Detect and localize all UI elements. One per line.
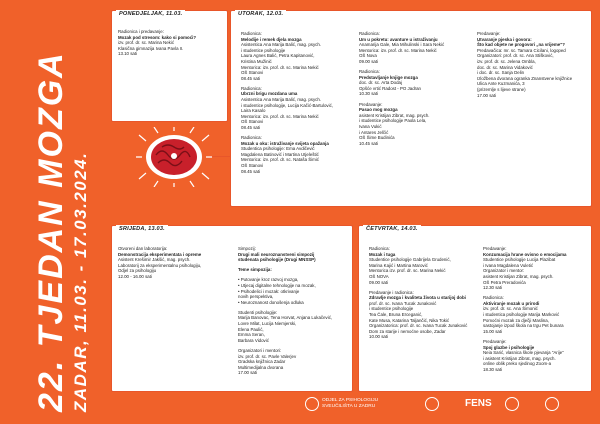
wednesday-box xyxy=(111,225,353,392)
wednesday-day: SRIJEDA, 13.03. xyxy=(116,225,168,233)
monday-events xyxy=(118,29,223,61)
thursday-col-1 xyxy=(369,246,479,345)
brain-illustration xyxy=(136,127,212,187)
partner-logo-2 xyxy=(505,397,519,411)
thursday-box xyxy=(358,225,592,392)
dept-name: ODJEL ZA PSIHOLOGIJU xyxy=(322,398,379,403)
event-title xyxy=(10,20,90,420)
tuesday-event-2: Radionica: Ubrzni brigu mozdana uma Asistentica Ana Marija Balić, mag. psych. i studentice psihologije, Lucija Kačić-Bartulović, Laira Kasalo Mentorica: izv. prof. dr. sc. Marina Nekić OŠ Stanovi 08.45 sati xyxy=(241,85,334,130)
thursday-event-3: Predavanje: Konzumacija hrane ovisno o emocijama Studentice psihologije Lucija Plazibat i Ivana Magdalena Vuletić Organizator i mentor: asistent Kristijan Zibrat, mag. psych. OŠ Petra Preradovića 12.30 sati xyxy=(483,246,567,291)
wednesday-col-1 xyxy=(118,246,228,284)
tuesday-event-1: Radionica: Melodije i remek djela mozga Asistentica Ana Marija Balić, mag. psych. i studentice psihologije Laura Agnes Balić, Petra Kapitanović, Kristina Mužinić Mentorica: izv. prof. dr. sc. Marina Nekić OŠ Stanovi 08.45 sati xyxy=(241,31,322,81)
wednesday-symposium: Simpozij: Drugi mali neuroznanstveni simpozij studenata psihologije (Drugi MNSSP) xyxy=(238,246,316,263)
wednesday-topics-heading: Teme simpozija: xyxy=(238,267,272,273)
title-line-1: 22. TJEDAN MOZGA xyxy=(32,51,70,412)
university-seal-icon xyxy=(305,397,319,411)
tuesday-event-4: Radionica: Um u pokretu: avanture u istraživanju Anamarija Gale, Mia Mihulinski i Sara Nekić Mentorica: izv. prof. dr. sc. Marina Nekić OŠ Nova 09.00 sati xyxy=(359,31,445,64)
wednesday-topics: • Putovanje kroz razvoj mozga, • Utjecaj digitalne tehnologije na mozak, • Psihodelici i mozak: otkrivanje novih perspektiva, • Neuroznanost donošenja odluka xyxy=(238,277,316,305)
thursday-col-2 xyxy=(483,246,587,377)
wednesday-organizers: Organizatori i mentori: izv. prof. dr. sc. Pavle Valerjev Gradska knjižnica Zadar Multimedijalna dvorana 17.00 sati xyxy=(238,347,297,376)
wednesday-event-1: Otvoreni dan laboratorija: Demonstracija eksperimentata i opreme Asistent Krešimir Jakšić, mag. psych. Laboratorij za eksperimentalnu psihologiju, Odjel za psihologiju 12.00 - 16.00 sati xyxy=(118,246,202,279)
tuesday-col-3 xyxy=(477,31,587,103)
partner-seal-icon xyxy=(425,397,439,411)
title-line-2: ZADAR, 11.03. - 17.03.2024. xyxy=(71,151,90,412)
brain-icon xyxy=(136,127,212,187)
dept-logo xyxy=(305,397,378,411)
tuesday-event-5: Radionica: Predstavljanje knjige mozga doc. dr. sc. Arta Dodaj Opšće vrtić Radost - PO Jadran 10.30 sati xyxy=(359,69,421,97)
brain-awareness-icon xyxy=(545,397,559,411)
tuesday-col-2 xyxy=(359,31,469,151)
thursday-event-4: Radionica: Aktiviranje mozak u prirodi izv. prof. dr. sc. Ana Šimonić i studentica psihologije Marija Marković Pomoćni mozak za dječji Maslina, sastojanje izpod škola na trgu Pet bunara 15.00 sati xyxy=(483,295,564,334)
tuesday-box xyxy=(230,10,592,207)
partner-emblem-icon xyxy=(505,397,519,411)
tuesday-col-1 xyxy=(241,31,351,179)
wednesday-col-2 xyxy=(238,246,350,380)
tuesday-event-3: Radionica: Mozak u oku: istraživanje svijeta opažanja Studentica psihologije: Ema Avdičević Magdalena Batinović i Martina Utjeleštić Mentorica: izv. prof. dr. sc. Nataša Šimić OŠ Stanovi 08.45 sati xyxy=(241,135,329,174)
monday-event-1: Radionica i predavanje: Mozak pod stresom: kako si pomoći? izv. prof. dr. sc. Marina Nekić Klasična gimnazija Ivana Pavla II. 13.10 sati xyxy=(118,29,197,57)
tuesday-day: UTORAK, 12.03. xyxy=(235,10,286,18)
tuesday-event-6: Predavanje: Pasao mog mozga asistent Kristijan Zibrat, mag. psych. i studentice psihologije Paola Lela, Ivana Vukić i Antares Jelčić OŠ Šime Budinića 10.45 sati xyxy=(359,101,430,146)
thursday-day: ČETVRTAK, 14.03. xyxy=(363,225,421,233)
monday-day: PONEDJELJAK, 11.03. xyxy=(116,10,185,18)
tuesday-event-7: Predavanje: Utvaranje pjeska i govora: Što kad objete ne progovori „na vrijeme"? Predavačica: mr. sc. Tamara Cicilani, logoped Organizatori: prof. dr. sc. Ana Stišković, izv. prof. dr. sc. Jelena Ombla, doc. dr. sc. Marina Vidaković i doc. dr. sc. Sanja Delin Izložbena dvorana ogranka Znanstvene knjižnice Ulica Ante Kuzmanića, 3 (prizemlje s lijeve strane) 17.00 sati xyxy=(477,31,573,98)
wednesday-students: Studenti psihologije: Marija Banovac, Tena Horvat, Anjana Lukačević, Lovre Milat, Lucija Niemjerski, Elena Paulić, Emma Seran, Barbara Vidović xyxy=(238,309,333,343)
monday-box xyxy=(111,10,228,122)
event-title-svg xyxy=(10,20,90,420)
thursday-event-5: Predavanje: Spoj glazbe i psihologije Neia Sarić, vlasnica škole pjevanja "Arije" i asistent Kristijan Zibrat, mag. psych. online oblik preko sjedinog Zoom-a 18.30 sati xyxy=(483,338,564,372)
thursday-event-1: Radionica: Mozak i tuga Studentice psihologije Gabrijela Grudenić, Marina Kajić i Martina Marović Mentorica izv. prof. dr. sc. Marina Nekić OŠ NOVA 09.00 sati xyxy=(369,246,451,285)
fens-logo xyxy=(465,398,492,409)
univ-name: SVEUČILIŠTA U ZADRU xyxy=(322,404,376,409)
fens-text: FENS xyxy=(465,398,492,409)
footer xyxy=(305,395,595,421)
partner-logo-1 xyxy=(425,397,439,411)
partner-logo-3 xyxy=(545,397,559,411)
thursday-event-2: Predavanje i radionica: Zdravlje mozga i kvaliteta života u starijoj dobi prof. dr. sc. Ivana Tucak Junaković i studentice psihologije Tea Čale, Bruna Erceganić, Kate Musa, Katarina Taljančić, Nika Tokić Organizatorica: prof. dr. sc. Ivana Tucak Junaković Dom za starije i nemoćne osobe, Zadar 10.00 sati xyxy=(369,289,468,340)
